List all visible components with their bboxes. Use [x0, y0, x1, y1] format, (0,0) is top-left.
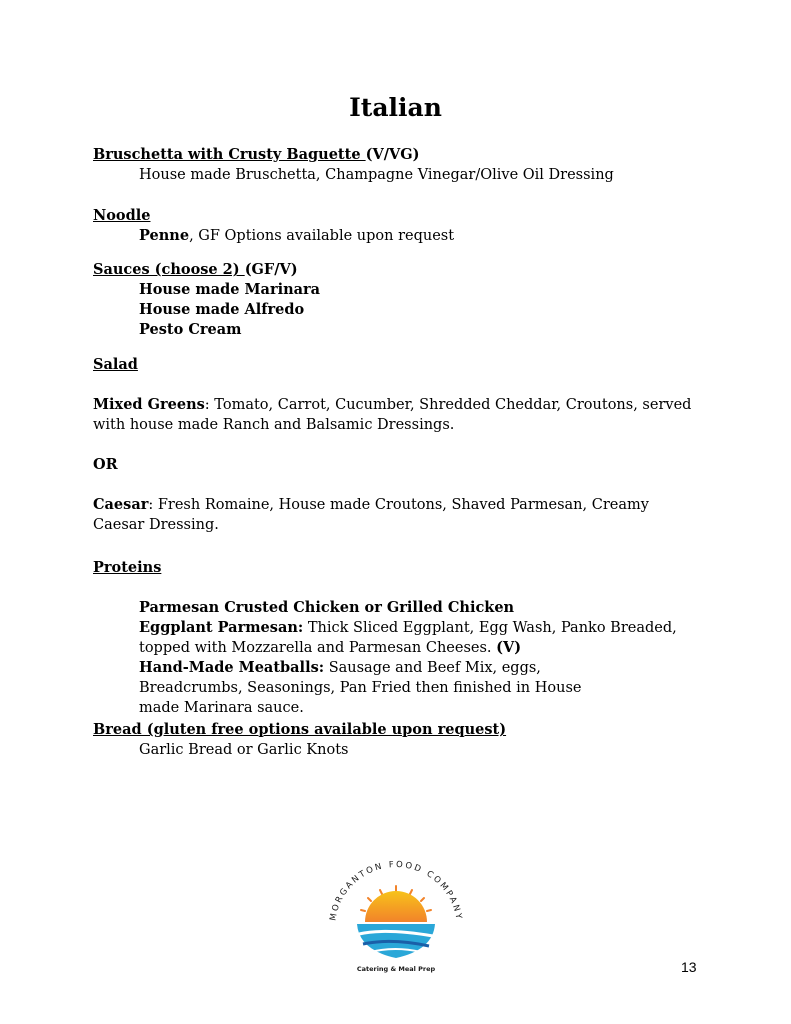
- sauces-section: [93, 260, 320, 340]
- sauce-item: House made Marinara: [139, 281, 321, 298]
- company-logo: [325, 858, 467, 978]
- noodle-item: [93, 226, 454, 246]
- salad-or: OR: [93, 456, 118, 473]
- mixed-greens-item: [93, 395, 703, 435]
- protein-items: [93, 598, 703, 718]
- proteins-section: [93, 558, 703, 718]
- bread-section: [93, 720, 506, 760]
- proteins-heading: Proteins: [93, 559, 162, 576]
- protein-item: [139, 618, 703, 658]
- caesar-name: Caesar: [93, 496, 149, 513]
- protein-item-tag: (V): [496, 639, 522, 656]
- bruschetta-tag: (V/VG): [365, 146, 420, 163]
- salad-heading: Salad: [93, 356, 138, 373]
- noodle-section: [93, 206, 454, 246]
- noodle-item-name: Penne: [139, 227, 190, 244]
- sauce-item: Pesto Cream: [139, 321, 242, 338]
- protein-item-desc: Thick Sliced Eggplant, Egg Wash, Panko Breaded, topped with Mozzarella and Parmesan Cheeses.: [139, 620, 677, 656]
- bruschetta-section: [93, 145, 614, 185]
- bruschetta-heading: Bruschetta with Crusty Baguette: [93, 146, 366, 163]
- sun-icon: [365, 891, 427, 922]
- mixed-greens-desc: : Tomato, Carrot, Cucumber, Shredded Cheddar, Croutons, served with house made Ranch and Balsamic Dressings.: [93, 397, 692, 433]
- sauces-tag: (GF/V): [244, 261, 298, 278]
- page-number: 13: [681, 959, 697, 975]
- sauces-heading: Sauces (choose 2): [93, 261, 245, 278]
- protein-item: [139, 658, 619, 718]
- caesar-item: [93, 495, 673, 535]
- salad-section: [93, 355, 703, 535]
- protein-item-name: Eggplant Parmesan:: [139, 619, 304, 636]
- protein-item-name: Hand-Made Meatballs:: [139, 659, 325, 676]
- page-title: Italian: [349, 93, 442, 122]
- logo-tagline: Catering & Meal Prep: [356, 965, 436, 973]
- sauce-item: House made Alfredo: [139, 301, 305, 318]
- protein-item: Parmesan Crusted Chicken or Grilled Chicken: [139, 599, 515, 616]
- mixed-greens-name: Mixed Greens: [93, 396, 205, 413]
- bruschetta-desc: House made Bruschetta, Champagne Vinegar/Olive Oil Dressing: [139, 167, 614, 183]
- bread-desc: Garlic Bread or Garlic Knots: [139, 742, 349, 758]
- logo-arc-text: MORGANTON FOOD COMPANY: [328, 859, 464, 922]
- bread-heading: Bread (gluten free options available upon request): [93, 721, 507, 738]
- caesar-desc: : Fresh Romaine, House made Croutons, Shaved Parmesan, Creamy Caesar Dressing.: [93, 497, 649, 533]
- logo-graphic: [325, 858, 467, 978]
- noodle-item-note: , GF Options available upon request: [189, 228, 455, 244]
- protein-item-desc: Sausage and Beef Mix, eggs, Breadcrumbs, Seasonings, Pan Fried then finished in House made Marinara sauce.: [139, 660, 582, 716]
- noodle-heading: Noodle: [93, 207, 151, 224]
